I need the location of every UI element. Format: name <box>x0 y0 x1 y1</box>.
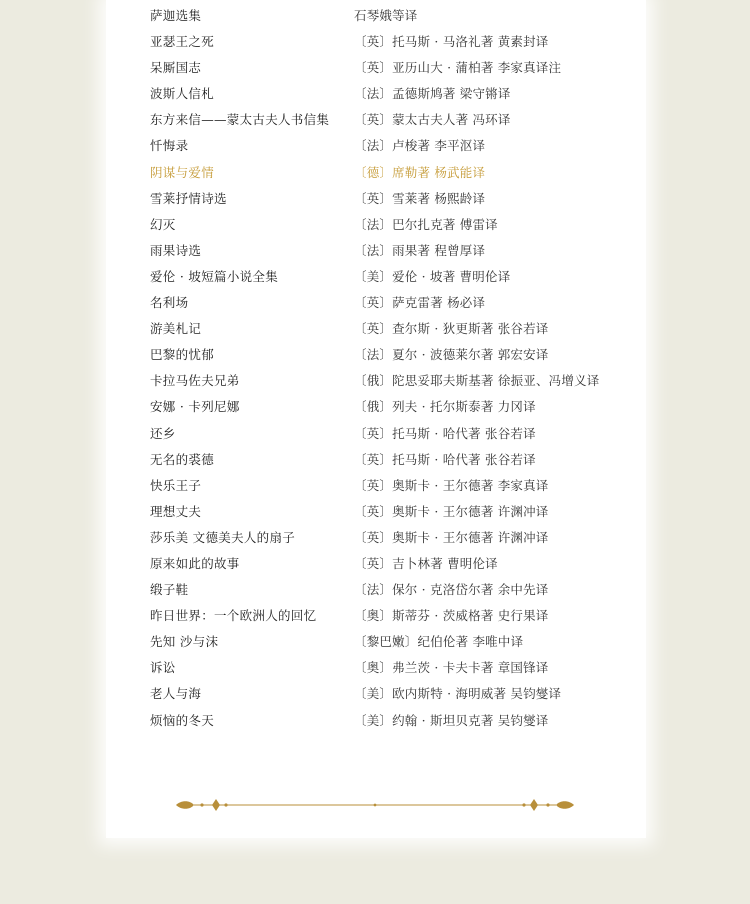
book-row <box>150 238 630 264</box>
book-title: 波斯人信札 <box>150 86 215 102</box>
book-title: 老人与海 <box>150 686 202 702</box>
book-title: 安娜 · 卡列尼娜 <box>150 399 240 415</box>
book-author-translator: 〔奥〕弗兰茨 · 卡夫卡著 章国锋译 <box>354 660 549 676</box>
book-title: 雪莱抒情诗选 <box>150 190 227 206</box>
book-author-translator: 〔美〕欧内斯特 · 海明威著 吴钧燮译 <box>354 686 562 702</box>
book-row <box>150 3 630 29</box>
book-row <box>150 342 630 368</box>
book-title: 快乐王子 <box>150 477 202 493</box>
book-row <box>150 264 630 290</box>
book-author-translator: 石琴娥等译 <box>354 8 418 23</box>
book-title: 幻灭 <box>150 216 176 232</box>
book-row <box>150 447 630 473</box>
book-title: 诉讼 <box>150 660 176 676</box>
book-row <box>150 525 630 551</box>
book-title: 昨日世界：一个欧洲人的回忆 <box>150 608 317 624</box>
book-author-translator: 〔英〕萨克雷著 杨必译 <box>354 295 486 311</box>
book-row <box>150 603 630 629</box>
book-title: 游美札记 <box>150 321 202 337</box>
book-author-translator: 〔英〕雪莱著 杨熙龄译 <box>354 190 486 206</box>
book-row <box>150 655 630 681</box>
book-title: 忏悔录 <box>150 138 189 154</box>
book-row <box>150 421 630 447</box>
book-author-translator: 〔美〕爱伦 · 坡著 曹明伦译 <box>354 268 511 284</box>
book-row <box>150 133 630 159</box>
book-title: 先知 沙与沫 <box>150 634 219 650</box>
book-title: 还乡 <box>150 425 176 441</box>
book-author-translator: 〔法〕夏尔 · 波德莱尔著 郭宏安译 <box>354 347 549 363</box>
book-row <box>150 368 630 394</box>
book-row <box>150 186 630 212</box>
book-title: 烦恼的冬天 <box>150 712 215 728</box>
book-list <box>150 3 630 734</box>
book-author-translator: 〔英〕奥斯卡 · 王尔德著 许渊冲译 <box>354 503 549 519</box>
book-row <box>150 629 630 655</box>
book-row <box>150 577 630 603</box>
book-author-translator: 〔英〕亚历山大 · 蒲柏著 李家真译注 <box>354 60 562 76</box>
book-title: 名利场 <box>150 295 189 311</box>
book-author-translator: 〔美〕约翰 · 斯坦贝克著 吴钧燮译 <box>354 712 549 728</box>
book-author-translator: 〔英〕吉卜林著 曹明伦译 <box>354 555 498 571</box>
book-author-translator: 〔德〕席勒著 杨武能译 <box>354 164 486 180</box>
book-author-translator: 〔俄〕列夫 · 托尔斯泰著 力冈译 <box>354 399 536 415</box>
book-row <box>150 473 630 499</box>
book-author-translator: 〔法〕孟德斯鸠著 梁守锵译 <box>354 86 511 102</box>
book-row <box>150 290 630 316</box>
book-author-translator: 〔英〕蒙太古夫人著 冯环译 <box>354 112 511 128</box>
book-title: 呆厮国志 <box>150 60 202 76</box>
book-author-translator: 〔法〕雨果著 程曾厚译 <box>354 242 486 258</box>
book-title: 爱伦 · 坡短篇小说全集 <box>150 268 279 284</box>
book-title: 萨迦选集 <box>150 8 202 23</box>
book-title: 雨果诗选 <box>150 242 202 258</box>
book-author-translator: 〔英〕查尔斯 · 狄更斯著 张谷若译 <box>354 321 549 337</box>
book-author-translator: 〔俄〕陀思妥耶夫斯基著 徐振亚、冯增义译 <box>354 373 600 389</box>
book-title: 卡拉马佐夫兄弟 <box>150 373 240 389</box>
book-author-translator: 〔法〕保尔 · 克洛岱尔著 余中先译 <box>354 582 549 598</box>
book-author-translator: 〔英〕托马斯 · 马洛礼著 黄素封译 <box>354 34 549 50</box>
book-author-translator: 〔奥〕斯蒂芬 · 茨威格著 史行果译 <box>354 608 549 624</box>
book-row <box>150 499 630 525</box>
book-row <box>150 708 630 734</box>
book-row <box>150 316 630 342</box>
ornamental-divider <box>176 797 574 813</box>
book-row <box>150 29 630 55</box>
book-title: 原来如此的故事 <box>150 555 240 571</box>
book-title: 东方来信——蒙太古夫人书信集 <box>150 112 330 128</box>
book-title: 阴谋与爱情 <box>150 164 215 180</box>
book-author-translator: 〔英〕托马斯 · 哈代著 张谷若译 <box>354 451 536 467</box>
book-title: 理想丈夫 <box>150 503 202 519</box>
book-author-translator: 〔英〕奥斯卡 · 王尔德著 许渊冲译 <box>354 529 549 545</box>
book-row <box>150 551 630 577</box>
book-row <box>150 55 630 81</box>
book-author-translator: 〔法〕卢梭著 李平沤译 <box>354 138 486 154</box>
book-row <box>150 107 630 133</box>
book-row <box>150 81 630 107</box>
book-row <box>150 394 630 420</box>
book-title: 无名的裘德 <box>150 451 215 467</box>
book-title: 缎子鞋 <box>150 582 189 598</box>
book-title: 莎乐美 文德美夫人的扇子 <box>150 529 296 545</box>
book-title: 亚瑟王之死 <box>150 34 215 50</box>
book-row <box>150 160 630 186</box>
book-author-translator: 〔黎巴嫩〕纪伯伦著 李唯中译 <box>354 634 524 650</box>
book-author-translator: 〔英〕奥斯卡 · 王尔德著 李家真译 <box>354 477 549 493</box>
book-title: 巴黎的忧郁 <box>150 347 215 363</box>
book-author-translator: 〔英〕托马斯 · 哈代著 张谷若译 <box>354 425 536 441</box>
book-row <box>150 681 630 707</box>
book-row <box>150 212 630 238</box>
book-author-translator: 〔法〕巴尔扎克著 傅雷译 <box>354 216 498 232</box>
